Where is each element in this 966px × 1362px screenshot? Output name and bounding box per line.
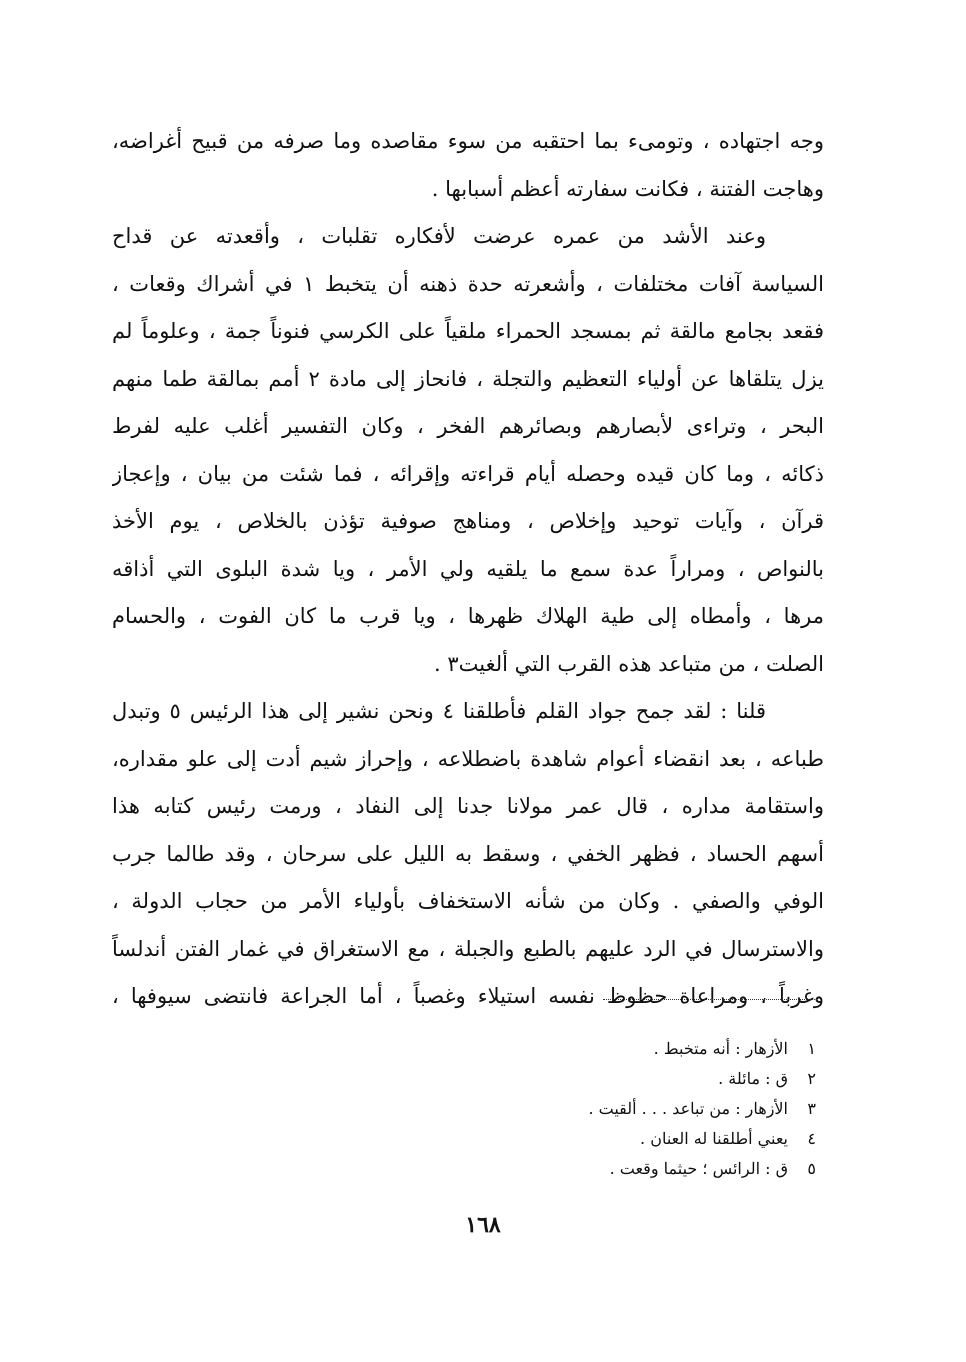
footnote: [396, 1154, 816, 1184]
text-line: وجه اجتهاده ، وتومىء بما احتقبه من سوء مقاصده وما صرفه من قبيح أغراضه،: [112, 129, 824, 153]
footnote-number: ٥: [807, 1159, 816, 1178]
text-line: يزل يتلقاها عن أولياء التعظيم والتجلة ، فانحاز إلى مادة ٢ أمم بمالقة طما منهم: [112, 366, 824, 391]
footnote-text: الأزهار : أنه متخبط .: [653, 1039, 788, 1058]
text-line: قرآن ، وآيات توحيد وإخلاص ، ومناهج صوفية تؤذن بالخلاص ، يوم الأخذ: [112, 509, 824, 533]
footnote-text: الأزهار : من تباعد . . . ألقيت .: [588, 1099, 788, 1118]
text-line: والاسترسال في الرد عليهم بالطبع والجبلة ، مع الاستغراق في غمار الفتن أندلساً: [112, 936, 824, 961]
footnote: [396, 1124, 816, 1154]
text-line: بالنواص ، ومراراً عدة سمع ما يلقيه ولي الأمر ، ويا شدة البلوى التي أذاقه: [112, 556, 824, 581]
text-line: ذكائه ، وما كان قيده وحصله أيام قراءته وإقرائه ، فما شئت من بيان ، وإعجاز: [112, 461, 824, 486]
text-line: مرها ، وأمطاه إلى طية الهلاك ظهرها ، ويا قرب ما كان الفوت ، والحسام: [112, 604, 824, 628]
text-line: طباعه ، بعد انقضاء أعوام شاهدة باضطلاعه ، وإحراز شيم أدت إلى علو مقداره،: [112, 746, 824, 771]
page-number: ١٦٨: [465, 1212, 501, 1238]
text-line: أسهم الحساد ، فظهر الخفي ، وسقط به الليل على سرحان ، وقد طالما جرب: [112, 841, 824, 866]
text-line: وهاجت الفتنة ، فكانت سفارته أعظم أسبابها .: [431, 176, 824, 201]
footnote-number: ٢: [807, 1069, 816, 1088]
footnote-separator: [603, 999, 817, 1000]
text-line: الوفي والصفي . وكان من شأنه الاستخفاف بأولياء الأمر من حجاب الدولة ،: [112, 889, 824, 913]
text-line: واستقامة مداره ، قال عمر مولانا جدنا إلى النفاد ، ورمت رئيس كتابه هذا: [112, 794, 824, 818]
text-line: الصلت ، من متباعد هذه القرب التي ألغيت٣ .: [434, 651, 824, 676]
footnote: [396, 1094, 816, 1124]
footnote: [396, 1064, 816, 1094]
text-line: وعند الأشد من عمره عرضت لأفكاره تقلبات ، وأقعدته عن قداح: [112, 224, 766, 248]
text-line: فقعد بجامع مالقة ثم بمسجد الحمراء ملقياً على الكرسي فنوناً جمة ، وعلوماً لم: [112, 319, 824, 343]
footnote: [396, 1034, 816, 1064]
main-text: [112, 118, 824, 1021]
text-line: البحر ، وتراءى لأبصارهم وبصائرهم الفخر ، وكان التفسير أغلب عليه لفرط: [112, 414, 824, 438]
footnote-text: ق : مائلة .: [718, 1069, 788, 1088]
footnotes: [396, 1034, 816, 1184]
footnote-number: ٣: [807, 1099, 816, 1118]
footnote-text: يعني أطلقنا له العنان .: [640, 1129, 788, 1148]
footnote-number: ٤: [807, 1129, 816, 1148]
text-line: السياسة آفات مختلفات ، وأشعرته حدة ذهنه أن يتخبط ١ في أشراك وقعات ،: [112, 271, 824, 296]
footnote-number: ١: [807, 1039, 816, 1058]
footnote-text: ق : الرائس ؛ حيثما وقعت .: [609, 1159, 788, 1178]
text-line: قلنا : لقد جمح جواد القلم فأطلقنا ٤ ونحن نشير إلى هذا الرئيس ٥ وتبدل: [112, 699, 767, 723]
text-line: وغرباً ، ومراعاة حظوظ نفسه استيلاء وغصباً ، أما الجراعة فانتضى سيوفها ،: [112, 984, 824, 1008]
